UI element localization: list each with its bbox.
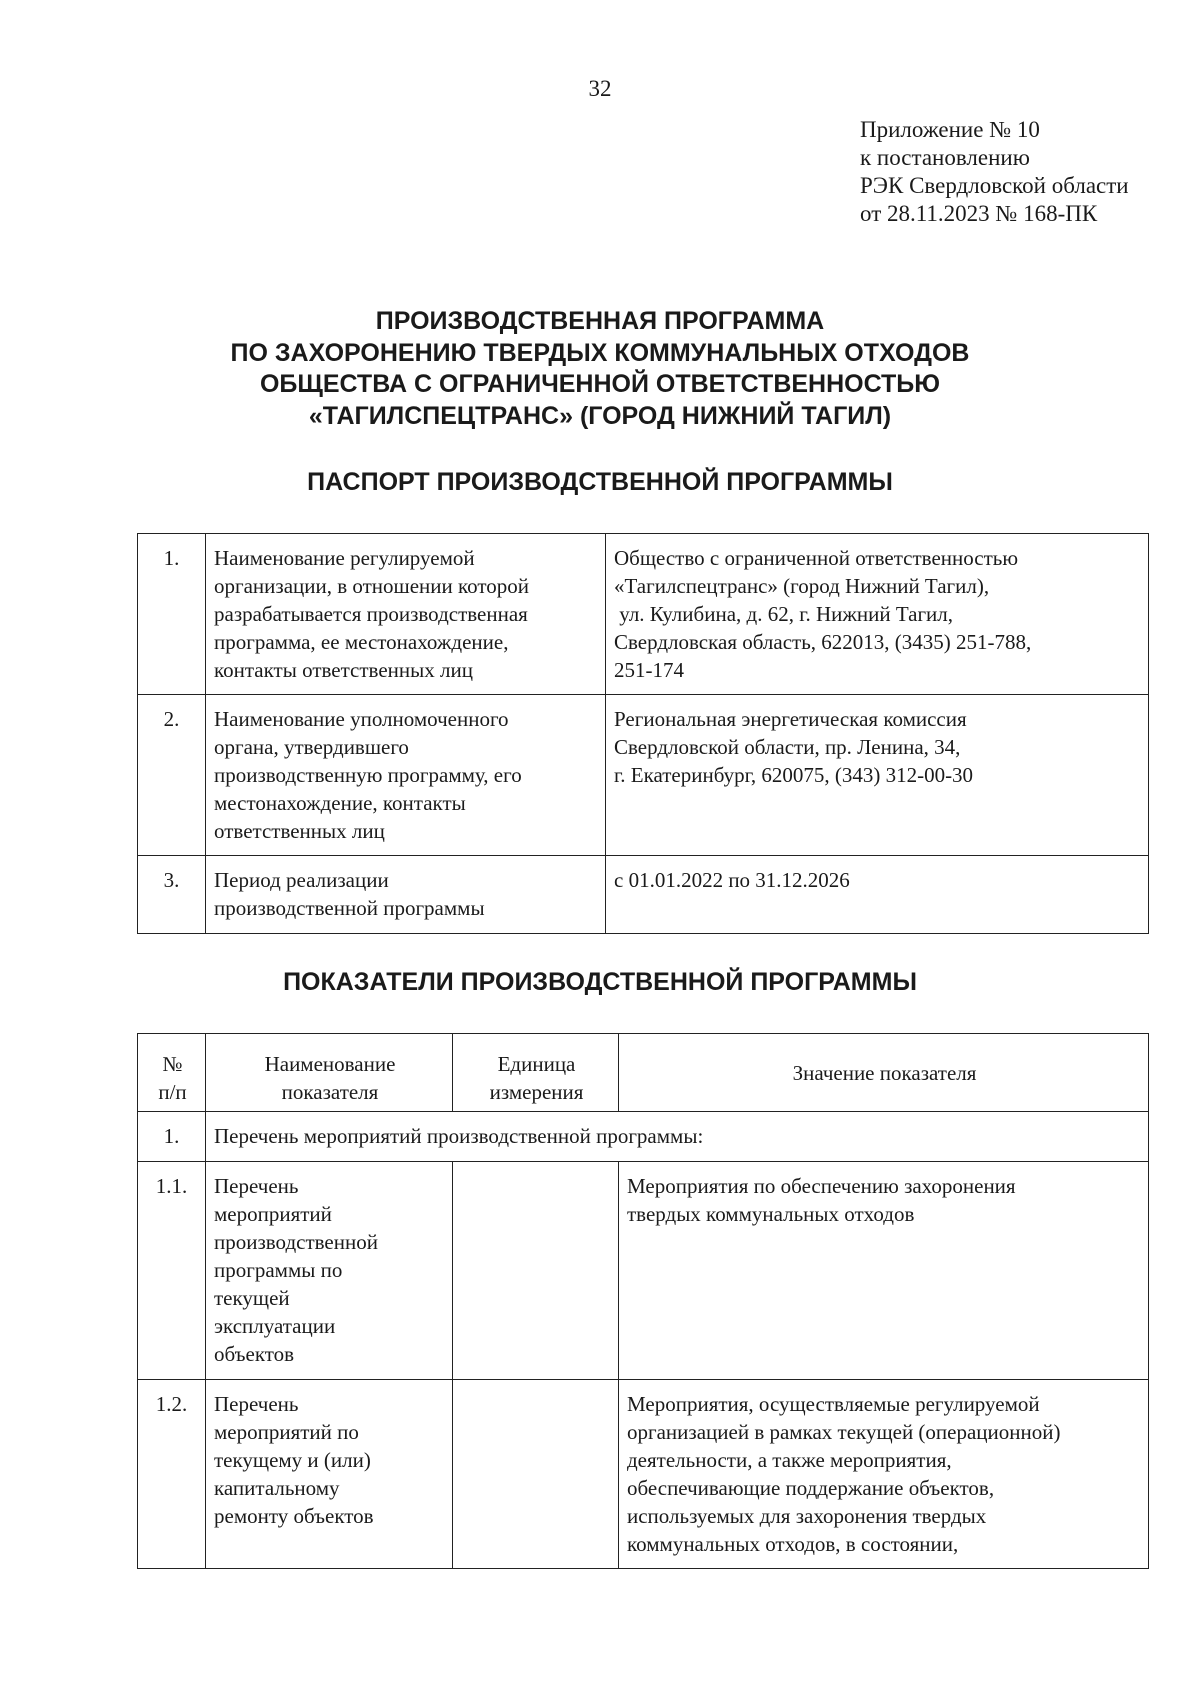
header-unit: [453, 1034, 619, 1112]
cell-text-line: Наименование регулируемой: [214, 546, 475, 570]
appendix-line: Приложение № 10: [860, 117, 1040, 142]
row-name-cell: [206, 1380, 453, 1569]
title-line: ОБЩЕСТВА С ОГРАНИЧЕННОЙ ОТВЕТСТВЕННОСТЬЮ: [259, 370, 941, 398]
cell-text-line: объектов: [214, 1342, 295, 1366]
cell-text-line: производственной: [214, 1230, 378, 1254]
row-unit-cell: [453, 1380, 619, 1569]
header-value: Значение показателя: [619, 1034, 1149, 1112]
row-value-cell: [606, 856, 1149, 934]
cell-text-line: Свердловская область, 622013, (3435) 251-788,: [614, 630, 1032, 654]
passport-heading: ПАСПОРТ ПРОИЗВОДСТВЕННОЙ ПРОГРАММЫ: [307, 468, 893, 496]
cell-text-line: программа, ее местонахождение,: [214, 630, 509, 654]
row-number-cell: 1.: [138, 534, 206, 695]
appendix-header: [860, 116, 1129, 228]
cell-text-line: программы по: [214, 1258, 343, 1282]
cell-text-line: Мероприятия по обеспечению захоронения: [627, 1174, 1016, 1198]
passport-table: [137, 533, 1149, 934]
row-name-cell: [206, 695, 606, 856]
row-value-cell: [619, 1162, 1149, 1380]
indicators-heading: ПОКАЗАТЕЛИ ПРОИЗВОДСТВЕННОЙ ПРОГРАММЫ: [283, 968, 917, 996]
cell-text-line: эксплуатации: [214, 1314, 336, 1338]
cell-text-line: твердых коммунальных отходов: [627, 1202, 915, 1226]
cell-text-line: мероприятий: [214, 1202, 332, 1226]
cell-text-line: «Тагилспецтранс» (город Нижний Тагил),: [614, 574, 990, 598]
header-number: [138, 1034, 206, 1112]
cell-text-line: органа, утвердившего: [214, 735, 409, 759]
cell-text-line: с 01.01.2022 по 31.12.2026: [614, 868, 850, 892]
appendix-line: от 28.11.2023 № 168-ПК: [860, 201, 1098, 226]
cell-text-line: ответственных лиц: [214, 819, 385, 843]
cell-text-line: Мероприятия, осуществляемые регулируемой: [627, 1392, 1040, 1416]
cell-text-line: Период реализации: [214, 868, 389, 892]
cell-text-line: Свердловской области, пр. Ленина, 34,: [614, 735, 961, 759]
cell-text-line: 251-174: [614, 658, 684, 682]
cell-text-line: Наименование: [264, 1051, 396, 1076]
row-number-cell: 1.1.: [138, 1162, 206, 1380]
title-line: ПРОИЗВОДСТВЕННАЯ ПРОГРАММА: [375, 307, 825, 335]
row-unit-cell: [453, 1162, 619, 1380]
row-value-cell: [606, 534, 1149, 695]
cell-text-line: разрабатывается производственная: [214, 602, 528, 626]
cell-text-line: коммунальных отходов, в состоянии,: [627, 1532, 959, 1556]
header-name: [206, 1034, 453, 1112]
row-number-cell: 1.2.: [138, 1380, 206, 1569]
cell-text-line: Общество с ограниченной ответственностью: [614, 546, 1019, 570]
cell-text-line: производственную программу, его: [214, 763, 522, 787]
table-row: [138, 1380, 1149, 1569]
row-number-cell: 2.: [138, 695, 206, 856]
appendix-line: РЭК Свердловской области: [860, 173, 1129, 198]
indicators-table: [137, 1033, 1149, 1569]
row-name-cell: [206, 856, 606, 934]
cell-text-line: ул. Кулибина, д. 62, г. Нижний Тагил,: [614, 602, 954, 626]
page-number: 32: [588, 76, 612, 101]
cell-text-line: Единица: [497, 1051, 576, 1076]
cell-text-line: обеспечивающие поддержание объектов,: [627, 1476, 995, 1500]
cell-text-line: организации, в отношении которой: [214, 574, 529, 598]
cell-text-line: производственной программы: [214, 896, 485, 920]
title-line: «ТАГИЛСПЕЦТРАНС» (ГОРОД НИЖНИЙ ТАГИЛ): [308, 401, 892, 430]
cell-text-line: №: [162, 1051, 183, 1076]
cell-text-line: деятельности, а также мероприятия,: [627, 1448, 952, 1472]
table-row: [138, 856, 1149, 934]
cell-text-line: Перечень: [214, 1174, 299, 1198]
cell-text-line: измерения: [489, 1079, 584, 1104]
row-span-cell: Перечень мероприятий производственной программы:: [206, 1112, 1149, 1162]
row-value-cell: [619, 1380, 1149, 1569]
row-number-cell: 3.: [138, 856, 206, 934]
title-line: ПО ЗАХОРОНЕНИЮ ТВЕРДЫХ КОММУНАЛЬНЫХ ОТХОДОВ: [230, 338, 970, 367]
row-value-cell: [606, 695, 1149, 856]
cell-text-line: Наименование уполномоченного: [214, 707, 509, 731]
table-row: [138, 1162, 1149, 1380]
row-name-cell: [206, 1162, 453, 1380]
cell-text-line: местонахождение, контакты: [214, 791, 466, 815]
cell-text-line: п/п: [158, 1079, 187, 1104]
cell-text-line: используемых для захоронения твердых: [627, 1504, 987, 1528]
row-name-cell: [206, 534, 606, 695]
cell-text-line: капитальному: [214, 1476, 340, 1500]
cell-text-line: Региональная энергетическая комиссия: [614, 707, 967, 731]
row-number-cell: 1.: [138, 1112, 206, 1162]
cell-text-line: Перечень: [214, 1392, 299, 1416]
cell-text-line: г. Екатеринбург, 620075, (343) 312-00-30: [614, 763, 974, 787]
table-row: [138, 534, 1149, 695]
table-row: [138, 695, 1149, 856]
cell-text-line: мероприятий по: [214, 1420, 359, 1444]
cell-text-line: текущему и (или): [214, 1448, 371, 1472]
document-title: [0, 306, 1200, 432]
cell-text-line: организацией в рамках текущей (операционной): [627, 1420, 1061, 1444]
cell-text-line: показателя: [281, 1079, 379, 1104]
cell-text-line: ремонту объектов: [214, 1504, 374, 1528]
table-row: [138, 1112, 1149, 1162]
appendix-line: к постановлению: [860, 145, 1030, 170]
cell-text-line: контакты ответственных лиц: [214, 658, 473, 682]
table-header-row: [138, 1034, 1149, 1112]
cell-text-line: текущей: [214, 1286, 290, 1310]
